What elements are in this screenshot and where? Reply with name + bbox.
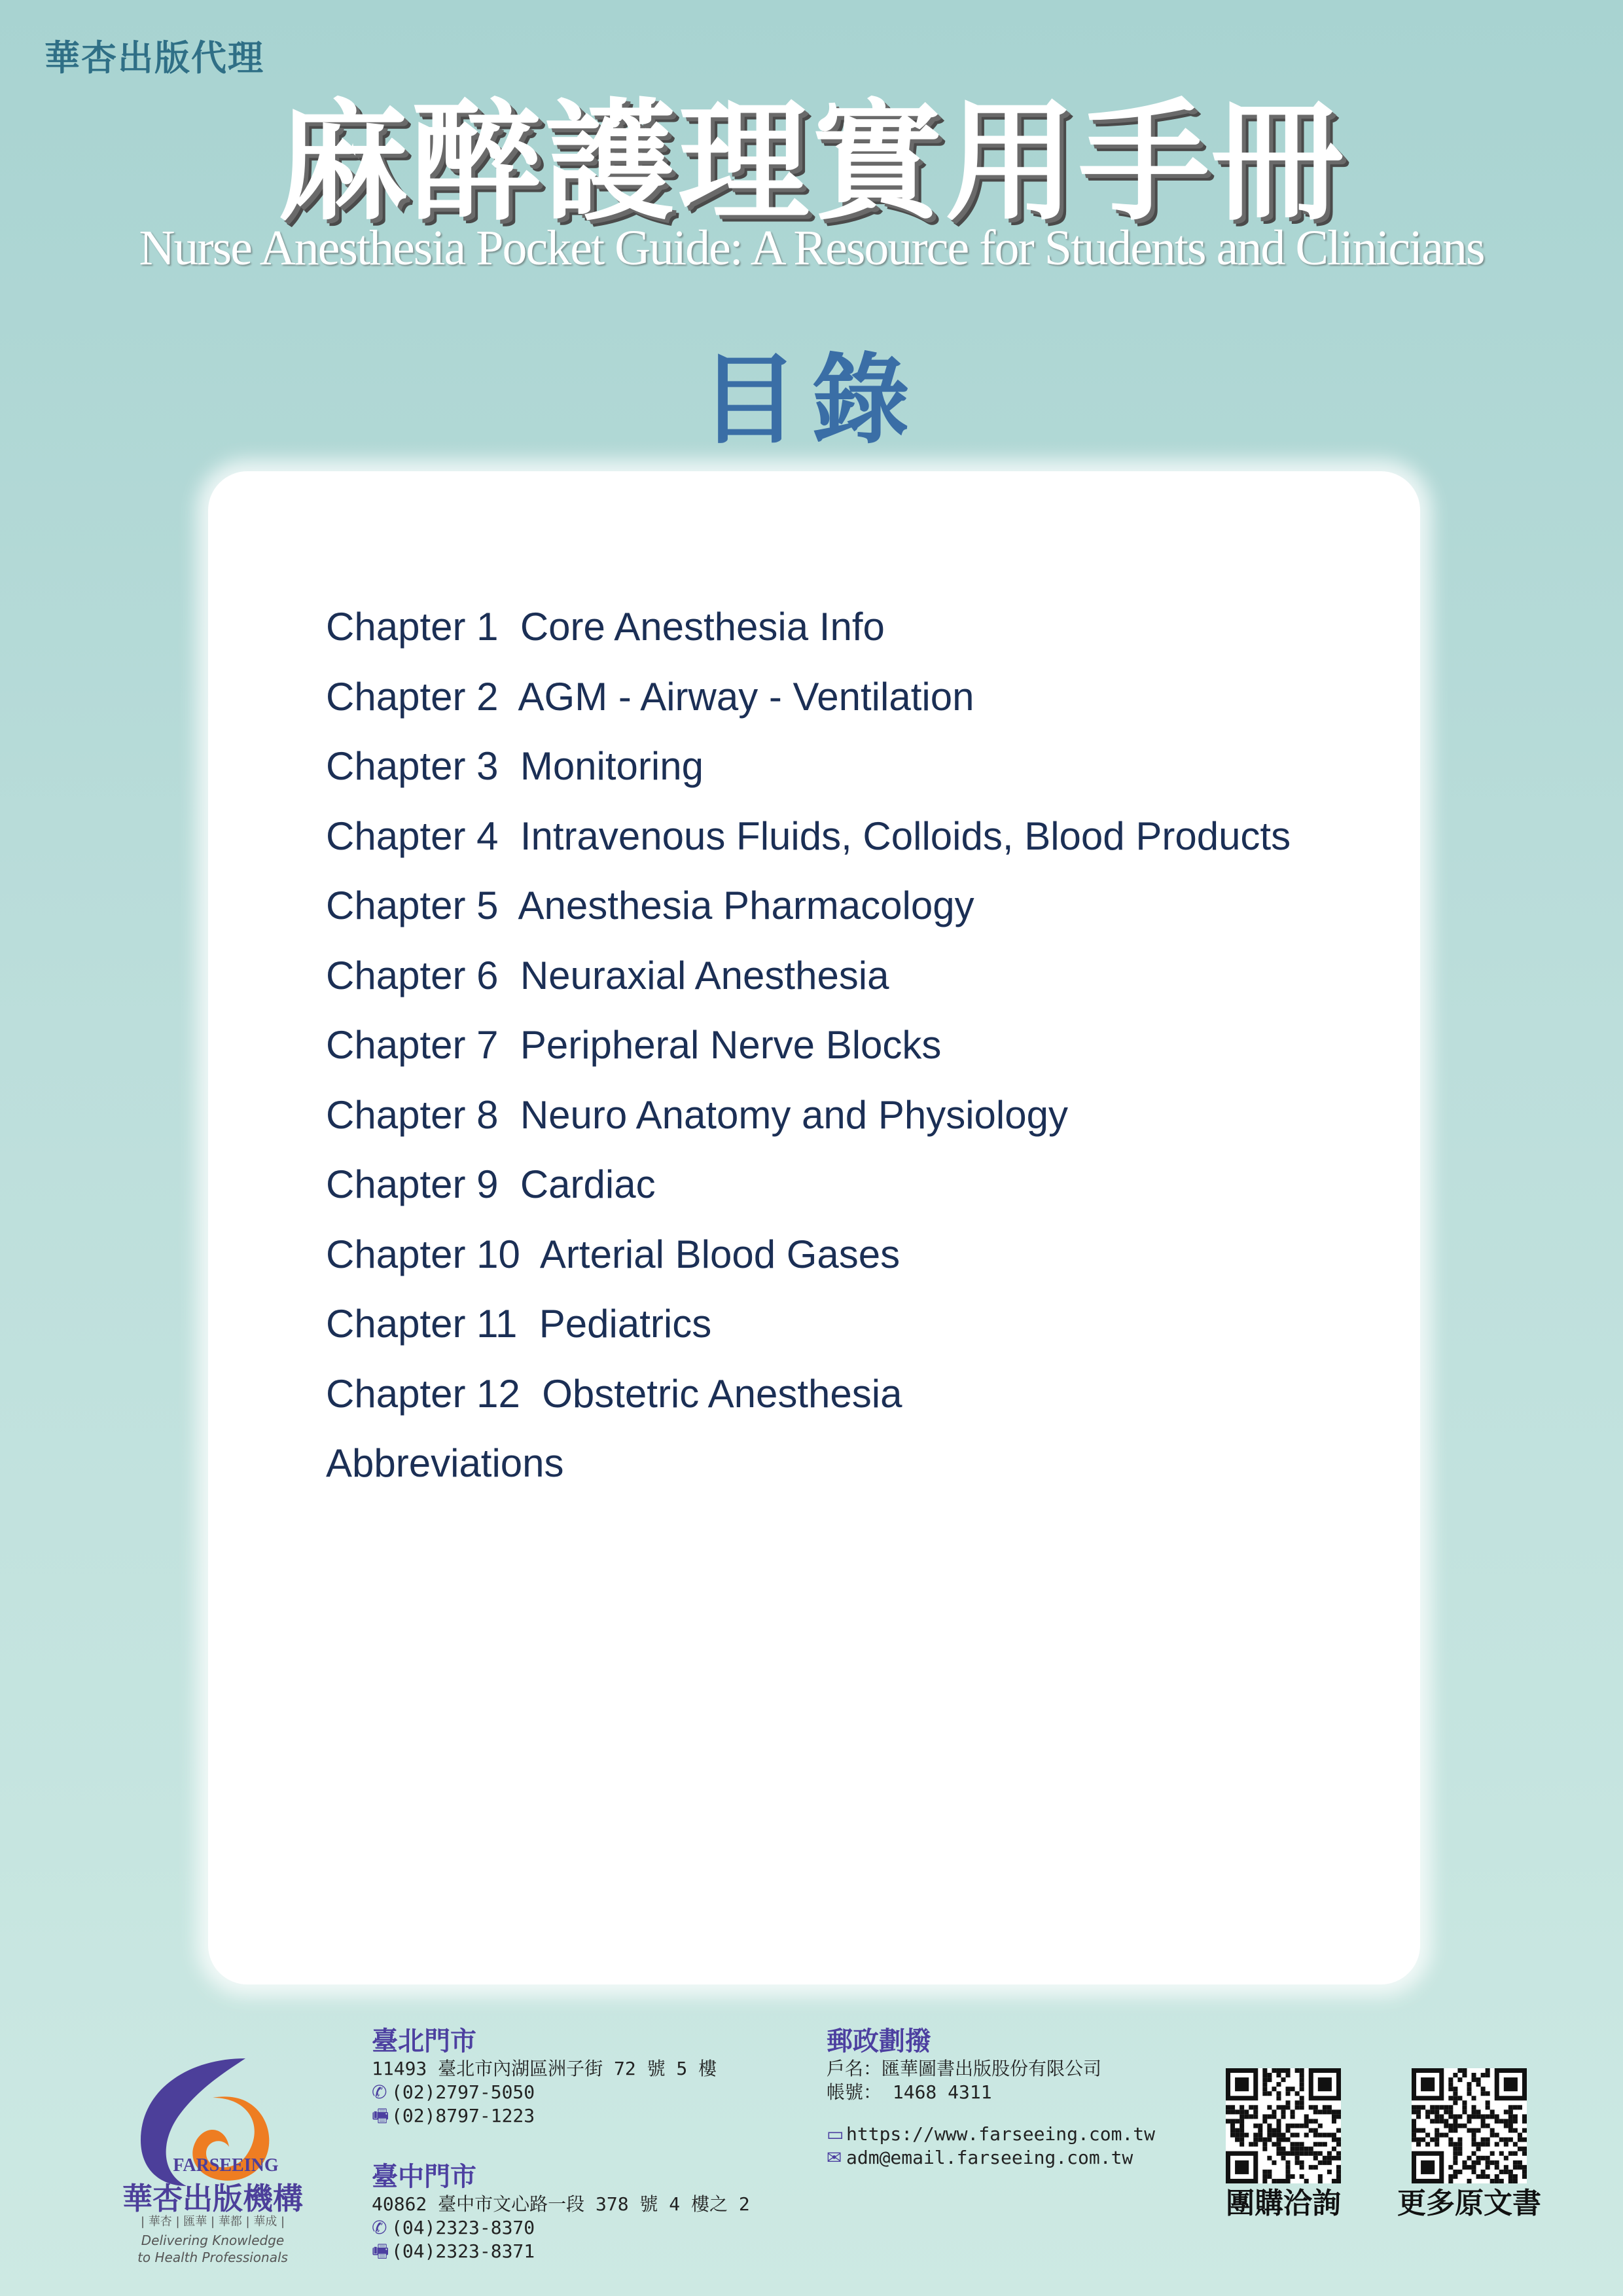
toc-item: Chapter 9 Cardiac	[326, 1162, 656, 1206]
fax-icon: 🖷	[372, 2240, 389, 2262]
toc-item: Chapter 12 Obstetric Anesthesia	[326, 1371, 902, 1416]
taipei-fax-row	[372, 2104, 717, 2128]
website-row[interactable]	[827, 2123, 1155, 2146]
agent-tag: 華杏出版代理	[45, 37, 264, 79]
taichung-phone-row	[372, 2216, 750, 2240]
postal-account-no: 帳號： 1468 4311	[827, 2081, 992, 2103]
qr-code-group-purchase[interactable]	[1226, 2068, 1341, 2183]
postal-info	[827, 2026, 1155, 2170]
email-row[interactable]	[827, 2146, 1155, 2170]
toc-list	[326, 592, 1291, 1499]
logo-wordmark: FARSEEING	[173, 2155, 279, 2176]
phone-icon: ✆	[372, 2081, 387, 2103]
taipei-phone-row	[372, 2081, 717, 2104]
phone-icon: ✆	[372, 2217, 387, 2238]
toc-item: Chapter 8 Neuro Anatomy and Physiology	[326, 1092, 1068, 1137]
fax-icon: 🖷	[372, 2105, 389, 2126]
taichung-fax-row	[372, 2240, 750, 2263]
toc-heading: 目錄	[700, 344, 923, 457]
taipei-store	[372, 2026, 717, 2128]
taichung-store	[372, 2161, 750, 2263]
logo-subbrands: | 華杏 | 匯華 | 華都 | 華成 |	[140, 2215, 285, 2229]
book-title-english: Nurse Anesthesia Pocket Guide: A Resource for Students and Clinicians	[139, 221, 1484, 276]
toc-item: Chapter 7 Peripheral Nerve Blocks	[326, 1023, 942, 1067]
toc-item: Chapter 10 Arterial Blood Gases	[326, 1232, 901, 1276]
taipei-phone: (02)2797-5050	[391, 2081, 535, 2103]
taichung-store-title: 臺中門市	[372, 2162, 476, 2192]
website-link[interactable]: https://www.farseeing.com.tw	[846, 2123, 1156, 2145]
postal-spacer	[827, 2104, 1155, 2123]
taipei-store-title: 臺北門市	[372, 2026, 476, 2056]
qr-code-more-books[interactable]	[1412, 2068, 1527, 2183]
email-link[interactable]: adm@email.farseeing.com.tw	[846, 2147, 1133, 2168]
toc-item: Chapter 3 Monitoring	[326, 744, 704, 788]
qr-caption-more-books: 更多原文書	[1397, 2187, 1541, 2220]
toc-item: Chapter 1 Core Anesthesia Info	[326, 605, 885, 649]
postal-account-name: 戶名：匯華圖書出版股份有限公司	[827, 2058, 1102, 2079]
taipei-fax: (02)8797-1223	[391, 2105, 535, 2126]
laptop-icon: ▭	[827, 2123, 844, 2145]
book-title-chinese: 麻醉護理實用手冊	[277, 86, 1346, 239]
taipei-address: 11493 臺北市內湖區洲子街 72 號 5 樓	[372, 2058, 717, 2079]
toc-item: Chapter 5 Anesthesia Pharmacology	[326, 884, 974, 927]
footer	[0, 2016, 1623, 2296]
logo-tagline-line: Delivering Knowledge	[141, 2233, 285, 2248]
logo-tagline-line: to Health Professionals	[137, 2250, 288, 2265]
toc-item: Chapter 6 Neuraxial Anesthesia	[326, 953, 889, 997]
toc-item: Chapter 11 Pediatrics	[326, 1302, 712, 1346]
taichung-phone: (04)2323-8370	[391, 2217, 535, 2238]
taichung-address: 40862 臺中市文心路一段 378 號 4 樓之 2	[372, 2193, 750, 2215]
mail-icon: ✉	[827, 2147, 842, 2168]
toc-item: Abbreviations	[326, 1441, 564, 1485]
qr-caption-group-purchase: 團購洽詢	[1226, 2187, 1341, 2220]
postal-title: 郵政劃撥	[827, 2026, 931, 2056]
toc-item: Chapter 4 Intravenous Fluids, Colloids, Blood Products	[326, 814, 1291, 858]
taichung-fax: (04)2323-8371	[391, 2240, 535, 2262]
logo-name: 華杏出版機構	[122, 2181, 303, 2216]
logo-tagline	[98, 2232, 327, 2266]
toc-item: Chapter 2 AGM - Airway - Ventilation	[326, 674, 974, 719]
